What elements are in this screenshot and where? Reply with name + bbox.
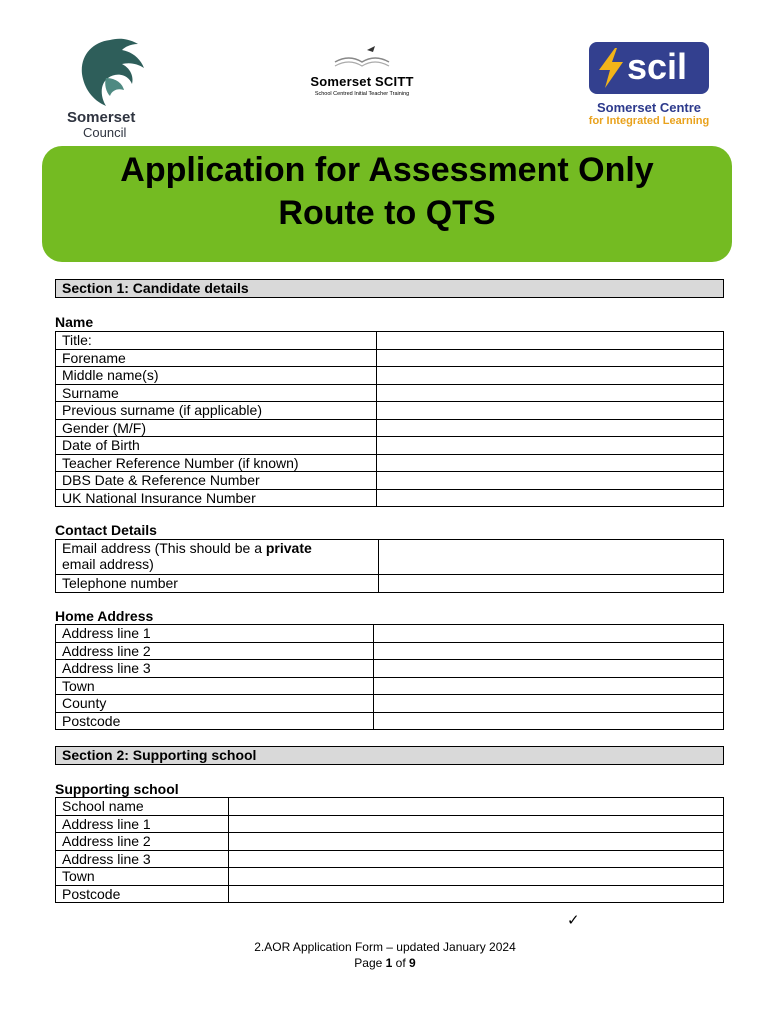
- somerset-text: Somerset: [67, 109, 136, 126]
- school-address-line1-field[interactable]: [229, 815, 724, 833]
- scitt-title: Somerset SCITT: [310, 74, 414, 89]
- field-label: County: [56, 695, 374, 713]
- table-row: [56, 489, 724, 507]
- email-label-bold: private: [265, 540, 312, 556]
- table-row: [56, 472, 724, 490]
- dob-field[interactable]: [377, 437, 724, 455]
- lightning-bolt-icon: [597, 48, 625, 88]
- scil-name: Somerset Centre: [596, 100, 702, 115]
- checkmark-icon: ✓: [567, 912, 580, 929]
- document-title-line1: Application for Assessment Only: [120, 151, 654, 189]
- email-label-text: Email address (This should be a: [62, 540, 266, 556]
- scil-wordmark: scil: [627, 46, 688, 87]
- page-of: of: [392, 956, 410, 970]
- table-row: [56, 575, 724, 593]
- address-line3-field[interactable]: [374, 660, 724, 678]
- table-row: [56, 850, 724, 868]
- scitt-subtitle: School Centred Initial Teacher Training: [314, 91, 410, 97]
- contact-table: [55, 539, 724, 593]
- table-row: [56, 384, 724, 402]
- table-row: [56, 815, 724, 833]
- section1-header: Section 1: Candidate details: [55, 279, 724, 298]
- somerset-scitt-logo: [297, 40, 427, 100]
- page-footer: [0, 939, 770, 971]
- dragon-icon: [70, 38, 150, 110]
- table-row: [56, 454, 724, 472]
- middle-names-field[interactable]: [377, 367, 724, 385]
- field-label: Town: [56, 677, 374, 695]
- table-row: [56, 712, 724, 730]
- ni-number-field[interactable]: [377, 489, 724, 507]
- supporting-school-heading: Supporting school: [55, 781, 179, 797]
- table-row: [56, 419, 724, 437]
- table-row: [56, 437, 724, 455]
- table-row: [56, 868, 724, 886]
- table-row: [56, 695, 724, 713]
- field-label: Forename: [56, 349, 377, 367]
- footer-doc-name: 2.AOR Application Form – updated January 2024: [254, 940, 516, 954]
- page-number: [0, 955, 770, 971]
- scil-logo: [583, 42, 715, 132]
- field-label: Address line 1: [56, 625, 374, 643]
- home-address-heading: Home Address: [55, 608, 154, 624]
- supporting-school-table: [55, 797, 724, 903]
- school-address-line2-field[interactable]: [229, 833, 724, 851]
- table-row: [56, 349, 724, 367]
- table-row: [56, 885, 724, 903]
- table-row: [56, 402, 724, 420]
- name-table: [55, 331, 724, 507]
- field-label: Address line 3: [56, 850, 229, 868]
- field-label: School name: [56, 798, 229, 816]
- table-row: [56, 332, 724, 350]
- table-row: [56, 677, 724, 695]
- gender-field[interactable]: [377, 419, 724, 437]
- table-row: [56, 660, 724, 678]
- field-label: Postcode: [56, 712, 374, 730]
- postcode-field[interactable]: [374, 712, 724, 730]
- page-total: 9: [409, 956, 416, 970]
- field-label: DBS Date & Reference Number: [56, 472, 377, 490]
- school-address-line3-field[interactable]: [229, 850, 724, 868]
- table-row: [56, 367, 724, 385]
- page-current: 1: [385, 956, 393, 970]
- field-label: Middle name(s): [56, 367, 377, 385]
- scil-badge: [589, 42, 709, 94]
- table-row: [56, 540, 724, 575]
- table-row: [56, 625, 724, 643]
- field-label: Town: [56, 868, 229, 886]
- school-name-field[interactable]: [229, 798, 724, 816]
- contact-heading: Contact Details: [55, 522, 157, 538]
- section2-header: Section 2: Supporting school: [55, 746, 724, 765]
- document-title-line2: Route to QTS: [278, 194, 496, 232]
- council-text: Council: [83, 125, 127, 140]
- field-label: Address line 1: [56, 815, 229, 833]
- field-label: Address line 2: [56, 642, 374, 660]
- county-field[interactable]: [374, 695, 724, 713]
- address-line2-field[interactable]: [374, 642, 724, 660]
- scil-tagline: for Integrated Learning: [588, 115, 710, 127]
- page-prefix: Page: [354, 956, 386, 970]
- field-label: Date of Birth: [56, 437, 377, 455]
- surname-field[interactable]: [377, 384, 724, 402]
- town-field[interactable]: [374, 677, 724, 695]
- field-label: Title:: [56, 332, 377, 350]
- previous-surname-field[interactable]: [377, 402, 724, 420]
- book-bird-icon: [327, 42, 397, 70]
- table-row: [56, 798, 724, 816]
- trn-field[interactable]: [377, 454, 724, 472]
- address-line1-field[interactable]: [374, 625, 724, 643]
- table-row: [56, 833, 724, 851]
- field-label: Surname: [56, 384, 377, 402]
- telephone-field[interactable]: [379, 575, 724, 593]
- title-field[interactable]: [377, 332, 724, 350]
- forename-field[interactable]: [377, 349, 724, 367]
- field-label: Postcode: [56, 885, 229, 903]
- somerset-council-logo: [58, 38, 168, 142]
- field-label: Address line 3: [56, 660, 374, 678]
- field-label: Telephone number: [56, 575, 379, 593]
- dbs-field[interactable]: [377, 472, 724, 490]
- field-label: Teacher Reference Number (if known): [56, 454, 377, 472]
- school-town-field[interactable]: [229, 868, 724, 886]
- name-heading: Name: [55, 314, 94, 330]
- field-label: Gender (M/F): [56, 419, 377, 437]
- home-address-table: [55, 624, 724, 730]
- school-postcode-field[interactable]: [229, 885, 724, 903]
- field-label: Address line 2: [56, 833, 229, 851]
- title-banner: [42, 146, 732, 262]
- field-label: [56, 540, 379, 575]
- email-field[interactable]: [379, 540, 724, 575]
- field-label: Previous surname (if applicable): [56, 402, 377, 420]
- table-row: [56, 642, 724, 660]
- email-label-suffix: email address): [62, 556, 154, 572]
- field-label: UK National Insurance Number: [56, 489, 377, 507]
